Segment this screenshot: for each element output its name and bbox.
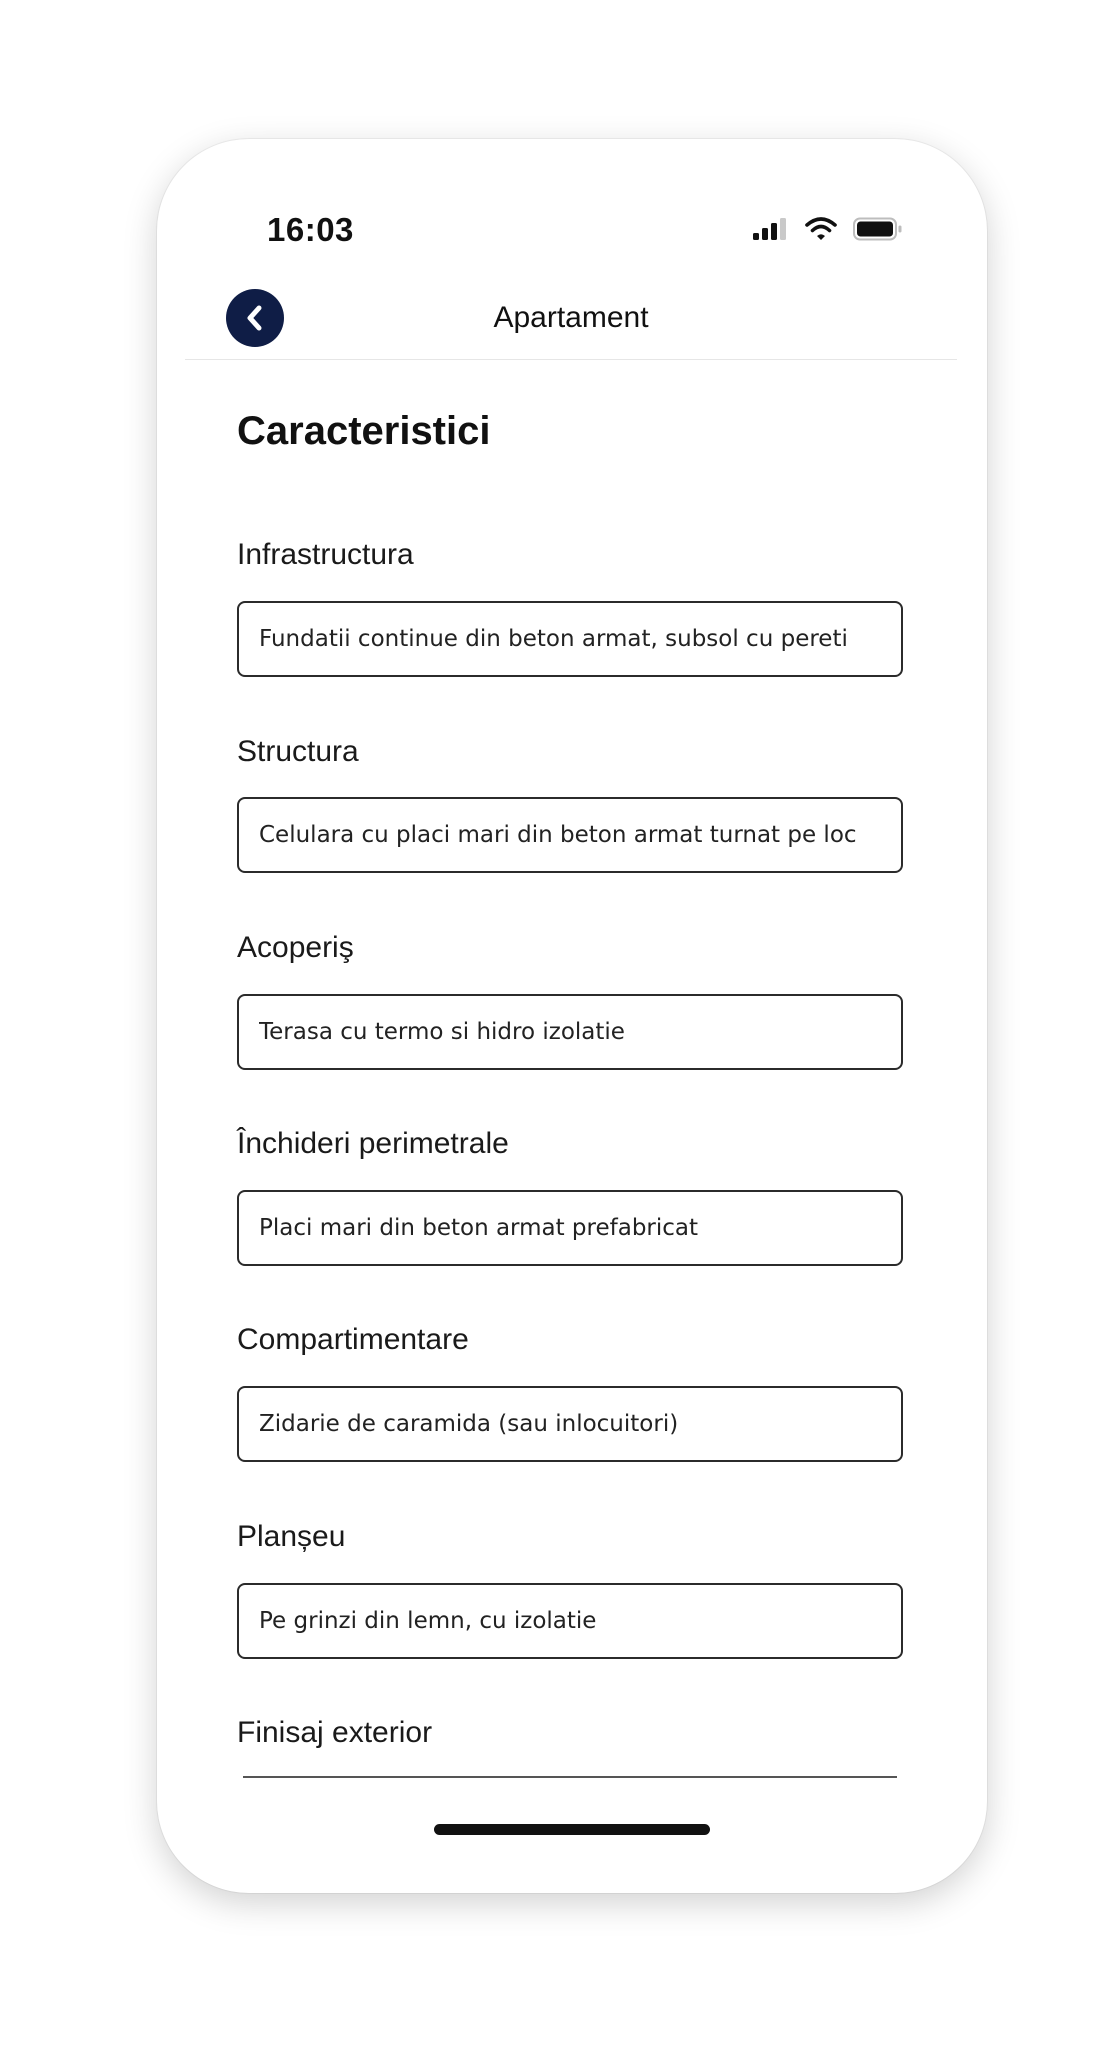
status-time: 16:03 bbox=[267, 211, 354, 248]
infrastructura-input[interactable] bbox=[237, 601, 903, 677]
compartimentare-input[interactable] bbox=[237, 1386, 903, 1462]
battery-icon bbox=[853, 217, 903, 246]
infrastructura-label: Infrastructura bbox=[237, 538, 414, 571]
cellular-signal-icon bbox=[753, 218, 789, 245]
section-title: Caracteristici bbox=[237, 409, 491, 453]
wifi-icon bbox=[805, 217, 837, 246]
planseu-label: Planșeu bbox=[237, 1520, 346, 1553]
page-title: Apartament bbox=[493, 301, 649, 334]
inchideri-perimetrale-label: Închideri perimetrale bbox=[237, 1127, 509, 1160]
status-icons bbox=[753, 217, 903, 246]
status-bar bbox=[157, 139, 987, 259]
structura-input[interactable] bbox=[237, 797, 903, 873]
navigation-header bbox=[185, 279, 957, 360]
acoperis-label: Acoperiş bbox=[237, 931, 354, 964]
finisaj-exterior-label: Finisaj exterior bbox=[237, 1716, 433, 1749]
phone-frame bbox=[157, 139, 987, 1893]
home-indicator bbox=[434, 1824, 710, 1835]
acoperis-input[interactable] bbox=[237, 994, 903, 1070]
inchideri-perimetrale-input[interactable] bbox=[237, 1190, 903, 1266]
planseu-input[interactable] bbox=[237, 1583, 903, 1659]
finisaj-exterior-input-edge[interactable] bbox=[243, 1776, 897, 1778]
structura-label: Structura bbox=[237, 735, 359, 768]
compartimentare-label: Compartimentare bbox=[237, 1323, 469, 1356]
